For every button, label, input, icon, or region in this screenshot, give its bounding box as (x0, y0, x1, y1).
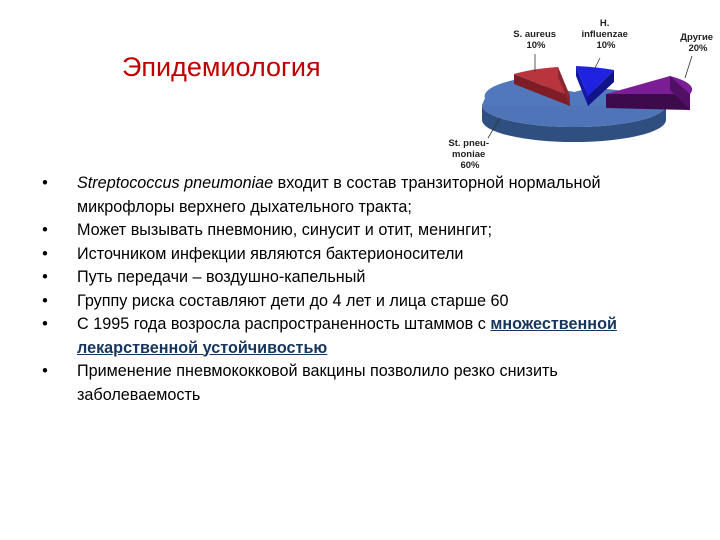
bullet-item (40, 360, 620, 407)
bullet-text: С 1995 года возросла распространенность штаммов с (77, 315, 491, 333)
pie-chart (430, 10, 720, 180)
bullet-item (40, 266, 620, 290)
bullet-text: Путь передачи – воздушно-капельный (77, 268, 366, 286)
bullet-dot: • (42, 291, 48, 310)
bullet-dot: • (42, 244, 48, 263)
label-st-pneumoniae: St. pneu- moniae 60% (448, 138, 489, 171)
bullet-dot: • (42, 174, 48, 192)
bullet-text: входит в состав транзиторной нормальной микрофлоры верхнего дыхательного тракта; (77, 174, 601, 216)
bullet-item (40, 172, 620, 219)
bullet-dot: • (42, 268, 48, 286)
bullet-text: Может вызывать пневмонию, синусит и отит, менингит; (77, 221, 492, 239)
bullet-dot: • (42, 362, 48, 380)
bullet-item (40, 290, 620, 314)
bullet-dot: • (42, 315, 48, 333)
bullet-text: Источником инфекции являются бактерионосители (77, 244, 464, 263)
bullet-list (40, 172, 620, 407)
bullet-text: Группу риска составляют дети до 4 лет и лица старше 60 (77, 291, 509, 310)
bullet-item (40, 313, 620, 360)
bullet-item (40, 219, 620, 243)
bullet-italic-text: Streptococcus pneumoniae (77, 174, 274, 192)
slide-title: Эпидемиология (122, 52, 321, 82)
label-h-influenzae: H. influenzae 10% (581, 18, 628, 51)
mdr-link[interactable]: множественной лекарственной устойчивостью (77, 315, 617, 357)
bullet-dot: • (42, 221, 48, 239)
slice-other (606, 76, 692, 110)
bullet-item (40, 243, 620, 267)
bullet-text: Применение пневмококковой вакцины позволило резко снизить заболеваемость (77, 362, 558, 404)
label-s-aureus: S. aureus 10% (513, 29, 557, 51)
label-other: Другие 20% (680, 32, 714, 54)
